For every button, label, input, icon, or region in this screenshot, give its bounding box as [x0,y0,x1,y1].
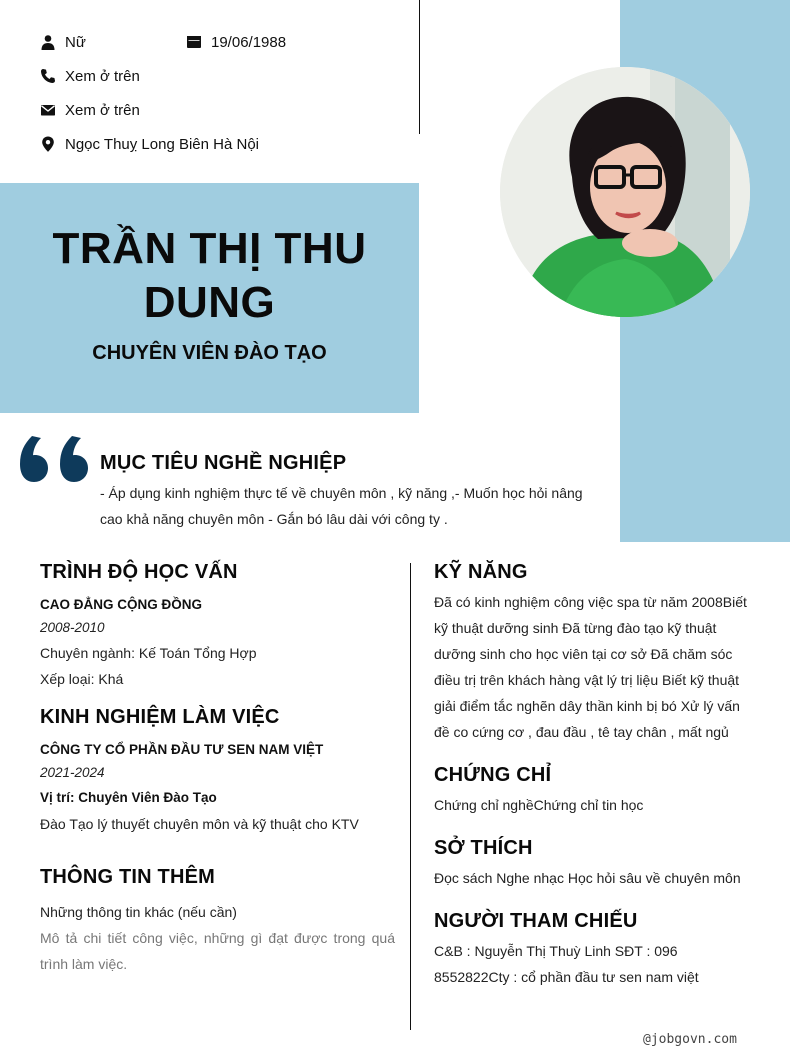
education-grade: Xếp loại: Khá [40,671,124,687]
column-divider [410,563,411,1030]
references-heading: NGƯỜI THAM CHIẾU [434,910,638,932]
experience-heading: KINH NGHIỆM LÀM VIỆC [40,706,280,728]
skills-heading: KỸ NĂNG [434,561,528,583]
certificates-text: Chứng chỉ nghềChứng chỉ tin học [434,797,644,813]
birthdate-text: 19/06/1988 [211,33,287,51]
certificates-heading: CHỨNG CHỈ [434,764,552,786]
extra-info-heading: THÔNG TIN THÊM [40,866,216,888]
name-line-1: TRẦN THỊ THU [52,224,367,273]
portrait-illustration [500,67,750,317]
person-icon [40,34,56,50]
quote-icon [18,430,96,486]
address-row [40,134,259,154]
gender-row [40,32,86,52]
birthdate-row [186,32,286,52]
education-major: Chuyên ngành: Kế Toán Tổng Hợp [40,645,257,661]
address-text: Ngọc Thuỵ Long Biên Hà Nội [65,135,260,153]
experience-period: 2021-2024 [40,765,105,780]
profile-photo [500,67,750,317]
candidate-name [0,222,419,330]
phone-icon [40,68,56,84]
extra-info-line-1: Những thông tin khác (nếu cần) [40,904,237,920]
gender-text: Nữ [65,33,86,51]
experience-description: Đào Tạo lý thuyết chuyên môn và kỹ thuật cho KTV [40,816,359,832]
phone-text: Xem ở trên [65,67,140,85]
hobbies-text: Đọc sách Nghe nhạc Học hỏi sâu về chuyên môn [434,870,741,886]
name-line-2: DUNG [143,278,276,327]
calendar-icon [186,34,202,50]
header-divider [419,0,420,134]
education-period: 2008-2010 [40,620,105,635]
objective-heading: MỤC TIÊU NGHỀ NGHIỆP [100,452,347,474]
mail-icon [40,102,56,118]
extra-info-line-2: Mô tả chi tiết công việc, những gì đạt được trong quá trình làm việc. [40,930,395,972]
experience-position: Vị trí: Chuyên Viên Đào Tạo [40,790,217,805]
job-title: CHUYÊN VIÊN ĐÀO TẠO [92,342,327,364]
education-school: CAO ĐẲNG CỘNG ĐỒNG [40,597,202,612]
email-row [40,100,140,120]
objective-text: - Áp dụng kinh nghiệm thực tế về chuyên môn , kỹ năng ,- Muốn học hỏi nâng cao khả năng chuyên môn - Gắn bó lâu dài với công ty . [100,485,583,527]
hobbies-heading: SỞ THÍCH [434,837,533,859]
experience-company: CÔNG TY CỔ PHẦN ĐẦU TƯ SEN NAM VIỆT [40,742,324,757]
watermark-text: @jobgovn.com [643,1032,737,1047]
location-pin-icon [40,136,56,152]
phone-row [40,66,140,86]
email-text: Xem ở trên [65,101,140,119]
skills-text: Đã có kinh nghiệm công việc spa từ năm 2008Biết kỹ thuật dưỡng sinh Đã từng đào tạo kỹ thuật dưỡng sinh cho học viên tại cơ sở Đã chăm sóc điều trị trên khách hàng vật lý trị liệu Biết kỹ thuật giải điểm tắc nghẽn dây thần kinh bị bó Xử lý vấn đề co cứng cơ , đau đầu , tê tay chân , mất ngủ [434,594,747,740]
references-text: C&B : Nguyễn Thị Thuỳ Linh SĐT : 096 8552822Cty : cổ phần đầu tư sen nam việt [434,943,699,985]
education-heading: TRÌNH ĐỘ HỌC VẤN [40,561,238,583]
